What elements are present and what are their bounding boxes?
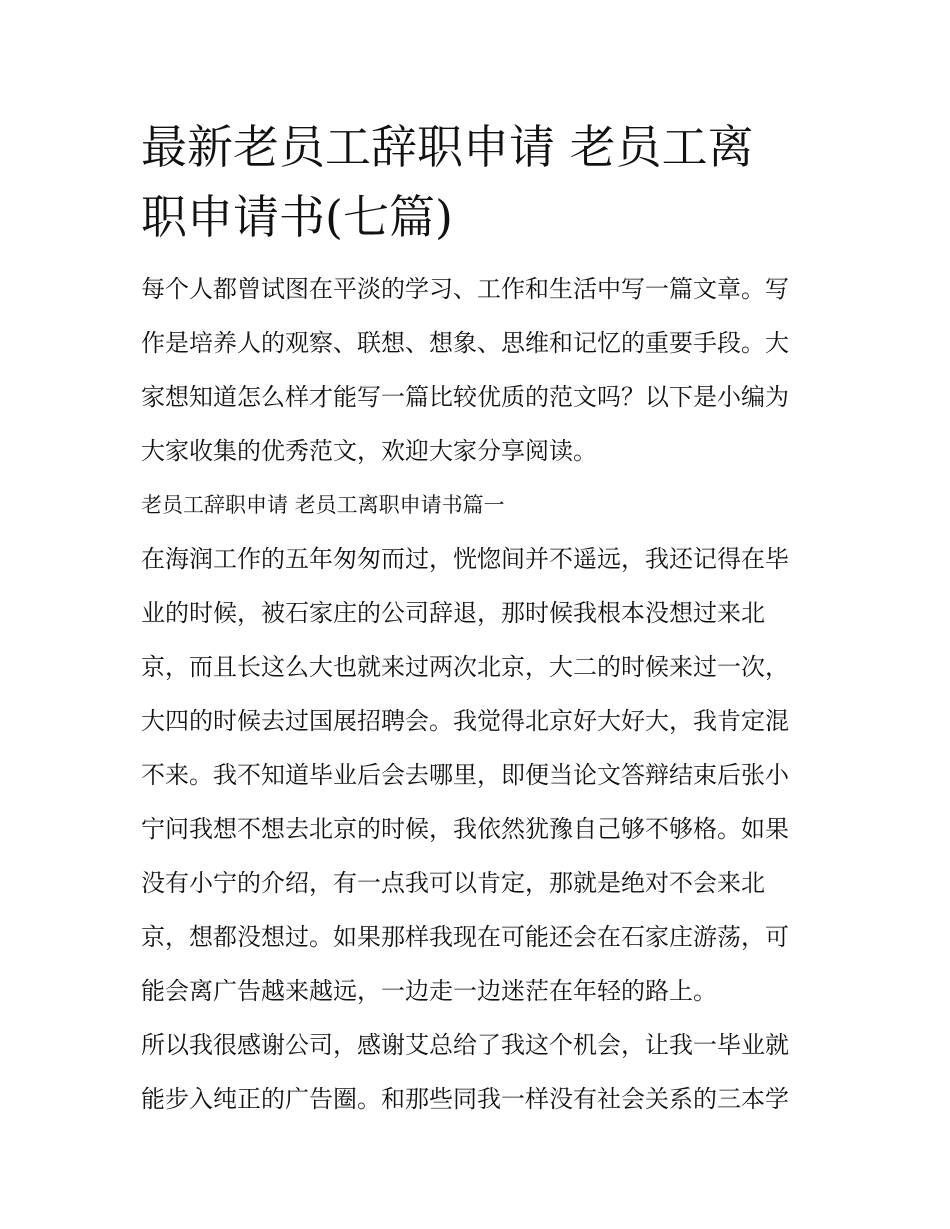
intro-line-3: 家想知道怎么样才能写一篇比较优质的范文吗？以下是小编为 [141, 383, 789, 411]
para1-line-1: 在海润工作的五年匆匆而过，恍惚间并不遥远，我还记得在毕 [141, 545, 789, 573]
title-line-1: 最新老员工辞职申请 老员工离 [141, 120, 754, 174]
intro-paragraph [141, 262, 813, 478]
para1-line-9: 能会离广告越来越远，一边走一边迷茫在年轻的路上。 [141, 977, 717, 1005]
body-paragraph-2 [141, 1018, 813, 1126]
para1-line-2: 业的时候，被石家庄的公司辞退，那时候我根本没想过来北 [141, 599, 765, 627]
intro-line-2: 作是培养人的观察、联想、想象、思维和记忆的重要手段。大 [141, 329, 789, 357]
section-heading: 老员工辞职申请 老员工离职申请书篇一 [141, 493, 505, 517]
para1-line-6: 宁问我想不想去北京的时候，我依然犹豫自己够不够格。如果 [141, 815, 789, 843]
para2-line-1: 所以我很感谢公司，感谢艾总给了我这个机会，让我一毕业就 [141, 1031, 789, 1059]
intro-line-1: 每个人都曾试图在平淡的学习、工作和生活中写一篇文章。写 [141, 275, 789, 303]
document-title [141, 112, 813, 252]
para1-line-8: 京，想都没想过。如果那样我现在可能还会在石家庄游荡，可 [141, 923, 789, 951]
para1-line-5: 不来。我不知道毕业后会去哪里，即便当论文答辩结束后张小 [141, 761, 789, 789]
para1-line-7: 没有小宁的介绍，有一点我可以肯定，那就是绝对不会来北 [141, 869, 765, 897]
body-paragraph-1 [141, 532, 813, 1018]
title-line-2: 职申请书(七篇) [141, 190, 453, 244]
document-content [141, 112, 813, 1126]
para1-line-3: 京，而且长这么大也就来过两次北京，大二的时候来过一次， [141, 653, 789, 681]
para1-line-4: 大四的时候去过国展招聘会。我觉得北京好大好大，我肯定混 [141, 707, 789, 735]
para2-line-2: 能步入纯正的广告圈。和那些同我一样没有社会关系的三本学 [141, 1085, 789, 1113]
intro-line-4: 大家收集的优秀范文，欢迎大家分享阅读。 [141, 437, 597, 465]
